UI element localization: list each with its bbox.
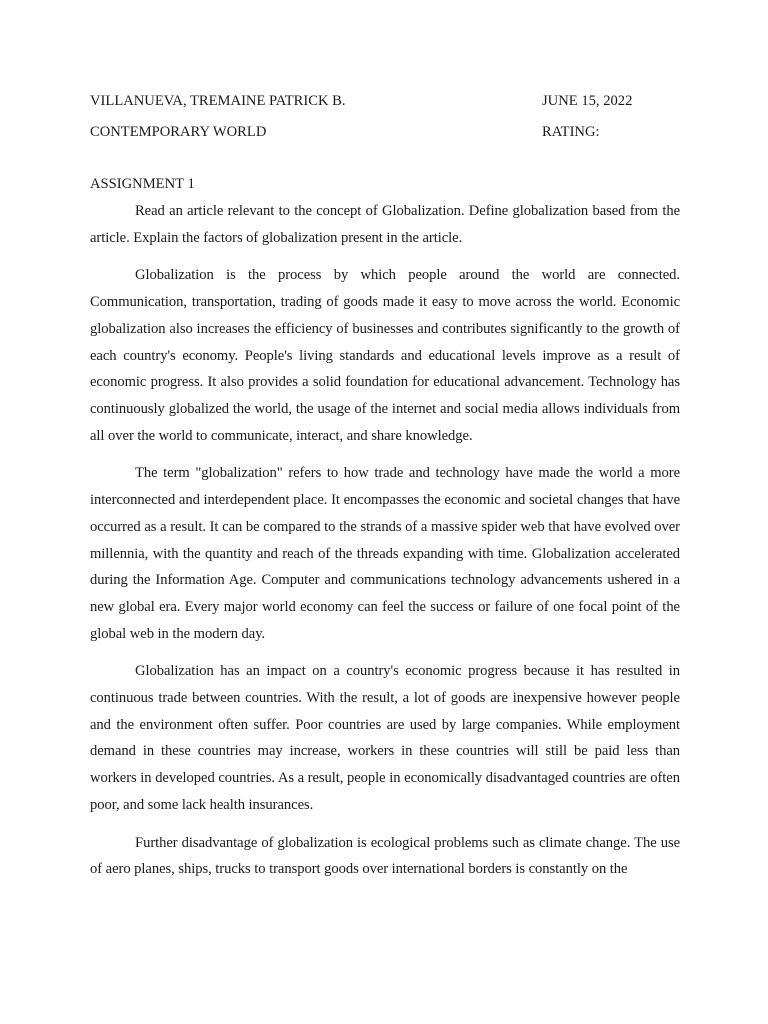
header-row-1 [90,88,680,115]
course-name: CONTEMPORARY WORLD [90,123,267,140]
header-row-2 [90,119,680,146]
submission-date: JUNE 15, 2022 [542,93,633,109]
body-paragraph-1: Globalization is the process by which people around the world are connected. Communication, transportation, trading of goods made it easy to move across the world. Economic globalization also increases the efficiency of businesses and contributes significantly to the growth of each country's economy. People's living standards and educational levels improve as a result of economic progress. It also provides a solid foundation for educational advancement. Technology has continuously globalized the world, the usage of the internet and social media allows individuals from all over the world to communicate, interact, and share knowledge. [90,267,680,444]
body-paragraph-3: Globalization has an impact on a country's economic progress because it has resulted in continuous trade between countries. With the result, a lot of goods are inexpensive however people and the environment often suffer. Poor countries are used by large companies. While employment demand in these countries may increase, workers in these countries will still be paid less than workers in developed countries. As a result, people in economically disadvantaged countries are often poor, and some lack health insurances. [90,663,680,813]
student-name: VILLANUEVA, TREMAINE PATRICK B. [90,93,346,109]
body-paragraph-4: Further disadvantage of globalization is ecological problems such as climate change. The use of aero planes, ships, trucks to transport goods over international borders is constantly on the [90,834,680,878]
body-paragraph-2: The term "globalization" refers to how trade and technology have made the world a more interconnected and interdependent place. It encompasses the economic and societal changes that have occurred as a result. It can be compared to the strands of a massive spider web that have evolved over millennia, with the quantity and reach of the threads expanding with time. Globalization accelerated during the Information Age. Computer and communications technology advancements ushered in a new global era. Every major world economy can feel the success or failure of one focal point of the global web in the modern day. [90,465,680,642]
assignment-title: ASSIGNMENT 1 [90,176,195,193]
rating-label: RATING: [542,123,600,140]
assignment-prompt: Read an article relevant to the concept of Globalization. Define globalization based from the article. Explain the factors of globalization present in the article. [90,203,680,246]
